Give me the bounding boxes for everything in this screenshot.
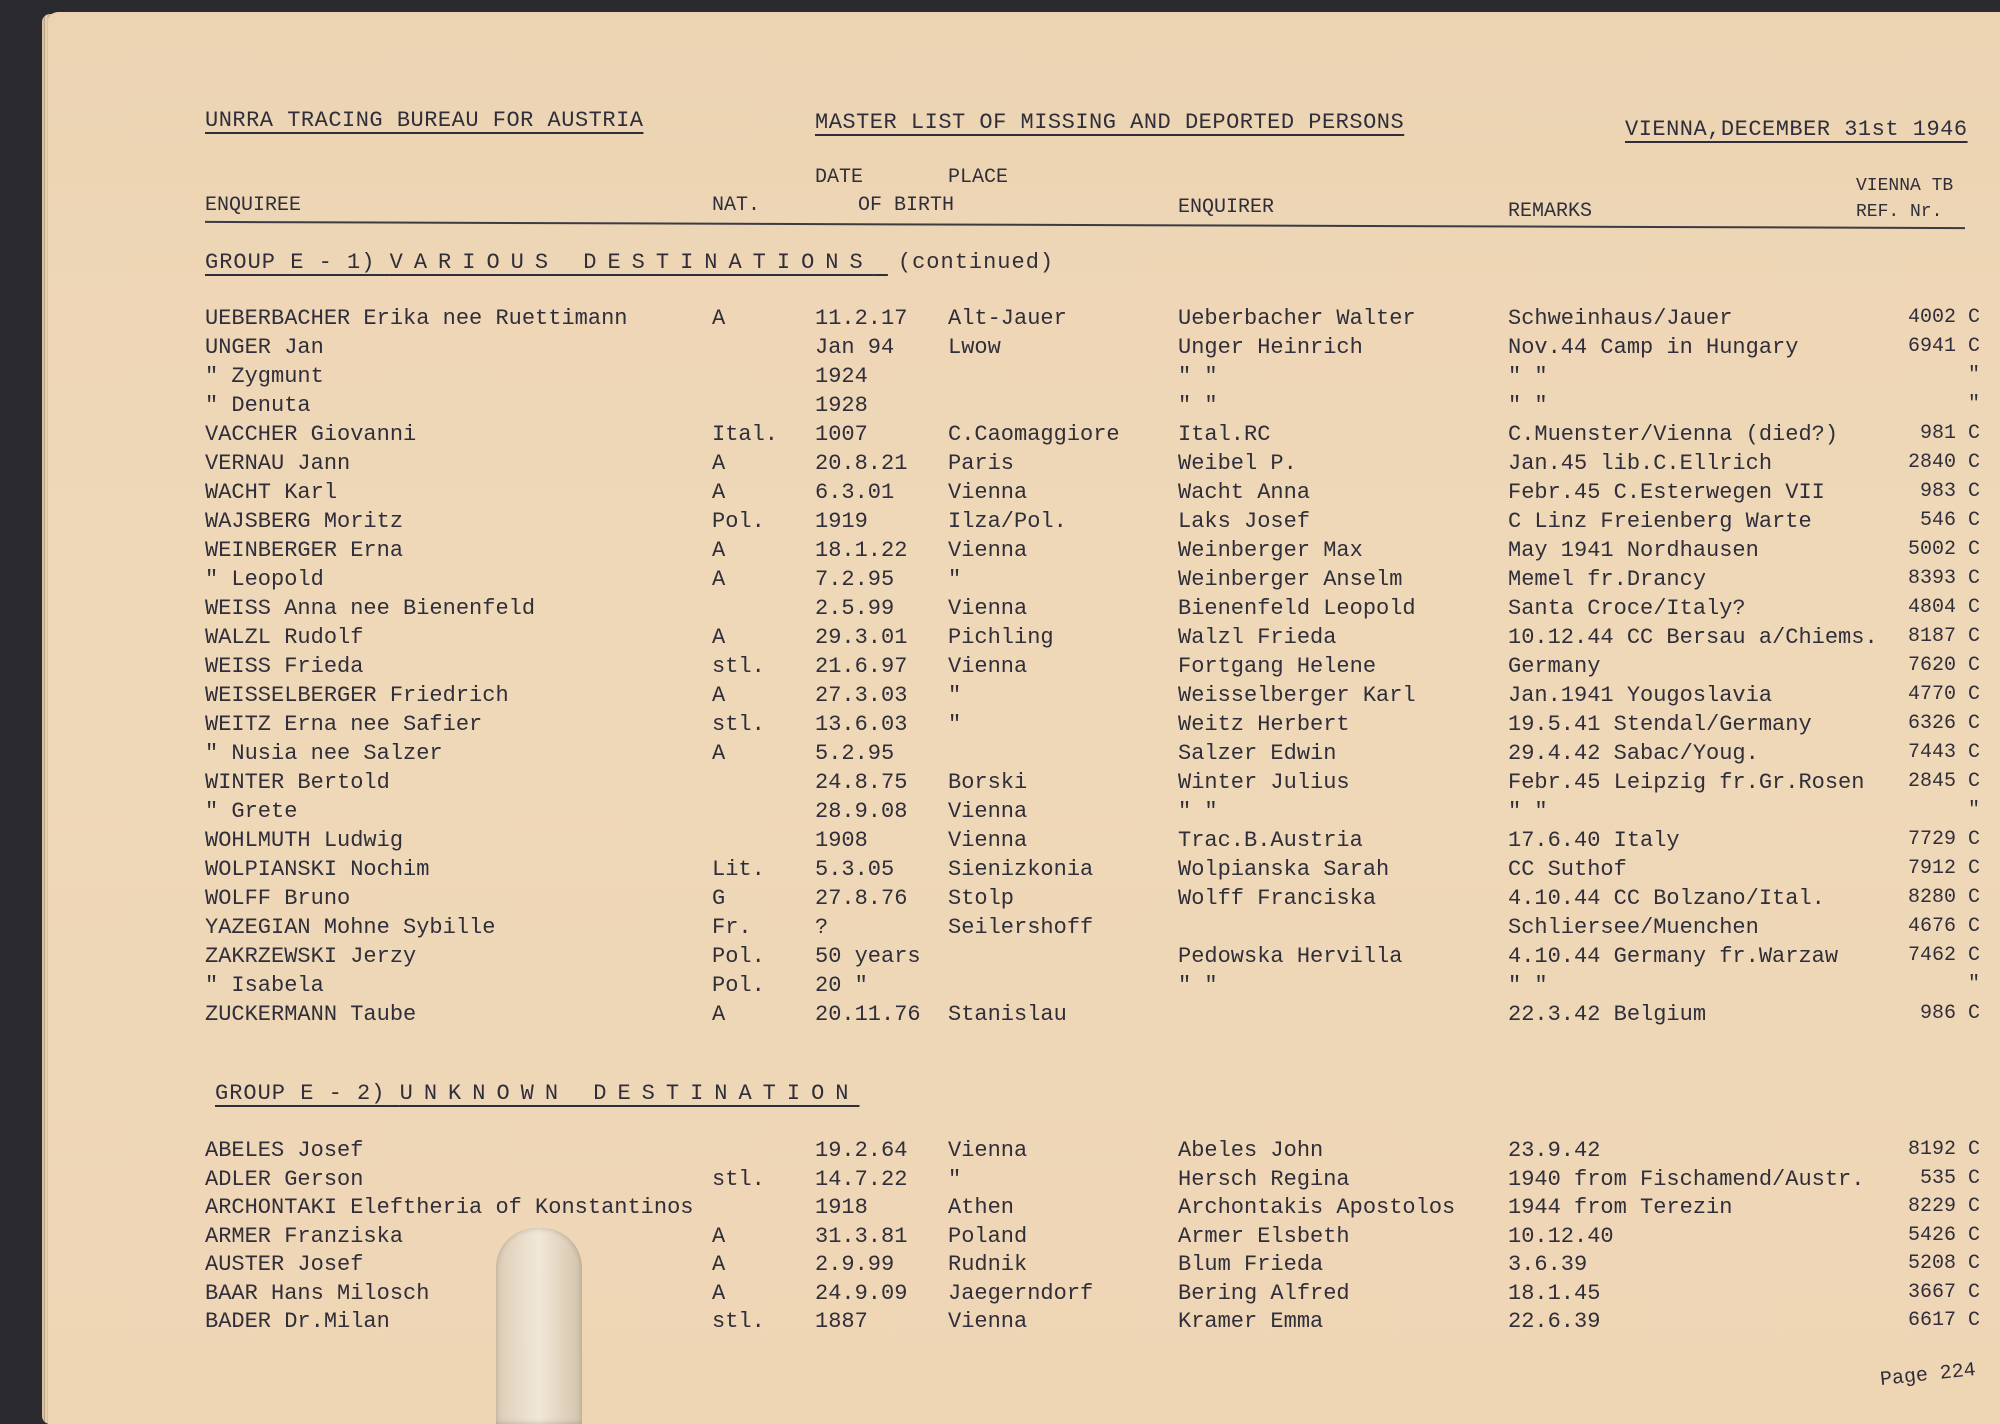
enquirer-cell: Weitz Herbert <box>1178 712 1350 737</box>
enquirer-cell: Weinberger Anselm <box>1178 567 1403 592</box>
place-of-birth-cell: Vienna <box>948 596 1028 621</box>
bureau-title: UNRRA TRACING BUREAU FOR AUSTRIA <box>205 108 644 133</box>
ref-number-cell: " <box>1967 973 1980 996</box>
place-of-birth-cell: " <box>948 712 962 737</box>
enquirer-cell: Ueberbacher Walter <box>1178 306 1416 331</box>
ref-number-cell: 2845 C <box>1907 770 1980 793</box>
enquiree-cell: ARCHONTAKI Eleftheria of Konstantinos <box>205 1195 694 1220</box>
enquirer-cell: Salzer Edwin <box>1178 741 1337 766</box>
ref-number-cell: 5426 C <box>1907 1223 1980 1247</box>
enquirer-cell: Armer Elsbeth <box>1178 1223 1350 1249</box>
date-of-birth-cell: 19.2.64 <box>815 1138 908 1163</box>
enquirer-cell: " " <box>1178 364 1218 389</box>
place-of-birth-cell: Paris <box>948 451 1015 476</box>
remarks-cell: Jan.45 lib.C.Ellrich <box>1508 451 1773 476</box>
ref-number-cell: 4002 C <box>1907 306 1980 329</box>
remarks-cell: 10.12.40 <box>1508 1223 1614 1249</box>
remarks-cell: May 1941 Nordhausen <box>1508 538 1759 563</box>
enquirer-cell: Wacht Anna <box>1178 480 1311 505</box>
place-of-birth-cell: Vienna <box>948 538 1028 563</box>
place-of-birth-cell: Alt-Jauer <box>948 306 1067 331</box>
place-of-birth-cell: Stolp <box>948 886 1015 911</box>
remarks-cell: Febr.45 Leipzig fr.Gr.Rosen <box>1508 770 1865 795</box>
place-of-birth-cell: C.Caomaggiore <box>948 422 1120 447</box>
date-of-birth-cell: 27.3.03 <box>815 683 908 708</box>
enquiree-cell: WALZL Rudolf <box>205 625 364 650</box>
nat-cell: A <box>712 451 726 476</box>
ref-number-cell: 6326 C <box>1907 712 1980 735</box>
ref-number-cell: 7729 C <box>1907 828 1980 851</box>
table-row <box>0 944 2000 973</box>
enquirer-cell: " " <box>1178 973 1218 998</box>
enquiree-cell: WEINBERGER Erna <box>205 538 404 563</box>
date-of-birth-cell: 2.5.99 <box>815 596 895 621</box>
enquirer-cell: Trac.B.Austria <box>1178 828 1363 853</box>
place-of-birth-cell: Rudnik <box>948 1252 1028 1277</box>
table-row <box>0 567 2000 596</box>
ref-number-cell: 8393 C <box>1907 567 1980 590</box>
enquirer-cell: Walzl Frieda <box>1178 625 1337 650</box>
ref-number-cell: 4676 C <box>1907 915 1980 938</box>
remarks-cell: Memel fr.Drancy <box>1508 567 1707 592</box>
enquiree-cell: " Leopold <box>205 567 324 592</box>
remarks-cell: 4.10.44 CC Bolzano/Ital. <box>1508 886 1825 911</box>
nat-cell: Pol. <box>712 973 765 998</box>
place-of-birth-cell: Seilershoff <box>948 915 1094 940</box>
table-row <box>0 1138 2000 1167</box>
enquiree-cell: UNGER Jan <box>205 335 324 360</box>
table-row <box>0 654 2000 683</box>
nat-cell: A <box>712 1280 726 1306</box>
date-of-birth-cell: 20.11.76 <box>815 1002 921 1027</box>
col-place: PLACE <box>948 166 1009 189</box>
remarks-cell: C.Muenster/Vienna (died?) <box>1508 422 1839 447</box>
remarks-cell: Jan.1941 Yougoslavia <box>1508 683 1773 708</box>
nat-cell: A <box>712 567 726 592</box>
place-of-birth-cell: Pichling <box>948 625 1054 650</box>
nat-cell: A <box>712 683 726 708</box>
col-enquiree: ENQUIREE <box>205 194 302 217</box>
table-row <box>0 1167 2000 1196</box>
enquirer-cell: Weisselberger Karl <box>1178 683 1416 708</box>
enquiree-cell: ABELES Josef <box>205 1138 364 1163</box>
enquiree-cell: " Isabela <box>205 973 324 998</box>
remarks-cell: Germany <box>1508 654 1601 679</box>
enquirer-cell: " " <box>1178 393 1218 418</box>
enquirer-cell: Bering Alfred <box>1178 1280 1350 1306</box>
ref-number-cell: 546 C <box>1919 509 1980 532</box>
place-of-birth-cell: " <box>948 567 962 592</box>
place-of-birth-cell: Vienna <box>948 828 1028 853</box>
date-of-birth-cell: ? <box>815 915 829 940</box>
table-row <box>0 1002 2000 1031</box>
date-of-birth-cell: 29.3.01 <box>815 625 908 650</box>
enquirer-cell: Wolff Franciska <box>1178 886 1377 911</box>
table-row <box>0 770 2000 799</box>
enquiree-cell: " Zygmunt <box>205 364 324 389</box>
enquiree-cell: WOLPIANSKI Nochim <box>205 857 430 882</box>
remarks-cell: 29.4.42 Sabac/Youg. <box>1508 741 1759 766</box>
enquiree-cell: WOHLMUTH Ludwig <box>205 828 404 853</box>
date-of-birth-cell: 50 years <box>815 944 921 969</box>
place-of-birth-cell: Poland <box>948 1223 1028 1249</box>
remarks-cell: 10.12.44 CC Bersau a/Chiems. <box>1508 625 1878 650</box>
enquirer-cell: Hersch Regina <box>1178 1166 1350 1192</box>
page-number: Page 224 <box>1879 1359 1977 1392</box>
enquirer-cell: Winter Julius <box>1178 770 1350 795</box>
group1-heading <box>205 250 1054 275</box>
date-of-birth-cell: 5.3.05 <box>815 857 895 882</box>
enquirer-cell: Laks Josef <box>1178 509 1311 534</box>
table-row <box>0 306 2000 335</box>
enquiree-cell: WACHT Karl <box>205 480 338 505</box>
ref-number-cell: 6941 C <box>1907 335 1980 358</box>
place-of-birth-cell: Stanislau <box>948 1002 1067 1027</box>
date-of-birth-cell: 20.8.21 <box>815 451 908 476</box>
nat-cell: A <box>712 1223 726 1249</box>
table-row <box>0 480 2000 509</box>
ref-number-cell: " <box>1967 799 1980 822</box>
remarks-cell: 19.5.41 Stendal/Germany <box>1508 712 1812 737</box>
enquiree-cell: BAAR Hans Milosch <box>205 1280 430 1306</box>
group2-prefix: GROUP E - 2) <box>215 1081 386 1106</box>
nat-cell: stl. <box>712 654 765 679</box>
remarks-cell: Santa Croce/Italy? <box>1508 596 1746 621</box>
nat-cell: A <box>712 741 726 766</box>
enquiree-cell: BADER Dr.Milan <box>205 1309 390 1334</box>
col-date: DATE <box>815 166 864 189</box>
remarks-cell: " " <box>1508 973 1548 998</box>
enquirer-cell: Pedowska Hervilla <box>1178 944 1403 969</box>
nat-cell: Pol. <box>712 509 765 534</box>
remarks-cell: 4.10.44 Germany fr.Warzaw <box>1508 944 1839 969</box>
ref-number-cell: 3667 C <box>1907 1280 1980 1304</box>
ref-number-cell: 8229 C <box>1907 1195 1980 1218</box>
table-row <box>0 393 2000 422</box>
enquirer-cell: Unger Heinrich <box>1178 335 1363 360</box>
col-ref-bottom: REF. Nr. <box>1856 202 1943 222</box>
ref-number-cell: 983 C <box>1919 480 1980 503</box>
table-row <box>0 422 2000 451</box>
table-row <box>0 857 2000 886</box>
nat-cell: stl. <box>712 1166 765 1192</box>
enquiree-cell: YAZEGIAN Mohne Sybille <box>205 915 496 940</box>
remarks-cell: Febr.45 C.Esterwegen VII <box>1508 480 1825 505</box>
date-of-birth-cell: 1007 <box>815 422 868 447</box>
enquiree-cell: WOLFF Bruno <box>205 886 351 911</box>
nat-cell: stl. <box>712 1309 765 1334</box>
ref-number-cell: 986 C <box>1919 1002 1980 1025</box>
remarks-cell: Nov.44 Camp in Hungary <box>1508 335 1799 360</box>
table-row <box>0 335 2000 364</box>
page-marker-tab <box>496 1228 582 1424</box>
col-enquirer: ENQUIRER <box>1178 196 1275 219</box>
ref-number-cell: 5208 C <box>1907 1252 1980 1275</box>
enquirer-cell: Bienenfeld Leopold <box>1178 596 1416 621</box>
col-nat: NAT. <box>712 194 761 217</box>
date-of-birth-cell: 1919 <box>815 509 868 534</box>
place-of-birth-cell: Lwow <box>948 335 1001 360</box>
date-of-birth-cell: 24.9.09 <box>815 1280 908 1306</box>
nat-cell: G <box>712 886 726 911</box>
remarks-cell: 18.1.45 <box>1508 1280 1601 1306</box>
document-title: MASTER LIST OF MISSING AND DEPORTED PERSONS <box>815 110 1405 135</box>
remarks-cell: 22.6.39 <box>1508 1309 1601 1334</box>
table-row <box>0 828 2000 857</box>
nat-cell: Lit. <box>712 857 765 882</box>
place-of-birth-cell: Jaegerndorf <box>948 1280 1094 1306</box>
table-row <box>0 451 2000 480</box>
nat-cell: A <box>712 1252 726 1277</box>
group2-title: UNKNOWN DESTINATION <box>399 1081 860 1106</box>
place-of-birth-cell: Borski <box>948 770 1028 795</box>
ref-number-cell: 7620 C <box>1907 654 1980 677</box>
date-of-birth-cell: 27.8.76 <box>815 886 908 911</box>
remarks-cell: Schweinhaus/Jauer <box>1508 306 1733 331</box>
place-of-birth-cell: Vienna <box>948 654 1028 679</box>
group1-prefix: GROUP E - 1) <box>205 250 376 275</box>
ref-number-cell: 535 C <box>1919 1166 1980 1190</box>
place-of-birth-cell: " <box>948 1166 962 1192</box>
ref-number-cell: 5002 C <box>1907 538 1980 561</box>
date-of-birth-cell: 13.6.03 <box>815 712 908 737</box>
table-row <box>0 538 2000 567</box>
nat-cell: A <box>712 1002 726 1027</box>
date-of-birth-cell: 1924 <box>815 364 868 389</box>
col-of-birth: OF BIRTH <box>858 194 955 217</box>
enquirer-cell: Fortgang Helene <box>1178 654 1377 679</box>
enquiree-cell: " Denuta <box>205 393 311 418</box>
place-of-birth-cell: " <box>948 683 962 708</box>
remarks-cell: 1944 from Terezin <box>1508 1195 1733 1220</box>
ref-number-cell: 7912 C <box>1907 857 1980 880</box>
ref-number-cell: 8280 C <box>1907 886 1980 909</box>
enquirer-cell: Blum Frieda <box>1178 1252 1324 1277</box>
remarks-cell: C Linz Freienberg Warte <box>1508 509 1812 534</box>
ref-number-cell: 2840 C <box>1907 451 1980 474</box>
col-ref-top: VIENNA TB <box>1856 176 1954 196</box>
remarks-cell: 1940 from Fischamend/Austr. <box>1508 1166 1865 1192</box>
enquiree-cell: UEBERBACHER Erika nee Ruettimann <box>205 306 628 331</box>
group2-heading <box>215 1081 859 1106</box>
nat-cell: Fr. <box>712 915 752 940</box>
nat-cell: A <box>712 625 726 650</box>
remarks-cell: 3.6.39 <box>1508 1252 1588 1277</box>
date-of-birth-cell: 14.7.22 <box>815 1166 908 1192</box>
table-row <box>0 1309 2000 1338</box>
table-row <box>0 683 2000 712</box>
table-row <box>0 1281 2000 1310</box>
enquirer-cell: Weinberger Max <box>1178 538 1363 563</box>
ref-number-cell: 7462 C <box>1907 944 1980 967</box>
enquirer-cell: Weibel P. <box>1178 451 1297 476</box>
enquirer-cell: Abeles John <box>1178 1138 1324 1163</box>
date-of-birth-cell: 1887 <box>815 1309 868 1334</box>
date-of-birth-cell: 1928 <box>815 393 868 418</box>
enquirer-cell: Wolpianska Sarah <box>1178 857 1390 882</box>
enquirer-cell: Kramer Emma <box>1178 1309 1324 1334</box>
place-of-birth-cell: Vienna <box>948 799 1028 824</box>
enquiree-cell: " Grete <box>205 799 298 824</box>
ref-number-cell: 4804 C <box>1907 596 1980 619</box>
date-of-birth-cell: 24.8.75 <box>815 770 908 795</box>
place-of-birth-cell: Ilza/Pol. <box>948 509 1067 534</box>
date-of-birth-cell: 2.9.99 <box>815 1252 895 1277</box>
ref-number-cell: " <box>1967 364 1980 387</box>
date-of-birth-cell: 28.9.08 <box>815 799 908 824</box>
table-row <box>0 596 2000 625</box>
enquirer-cell: Ital.RC <box>1178 422 1271 447</box>
place-of-birth-cell: Vienna <box>948 1138 1028 1163</box>
enquiree-cell: WEISSELBERGER Friedrich <box>205 683 509 708</box>
ref-number-cell: 8187 C <box>1907 625 1980 648</box>
date-of-birth-cell: 18.1.22 <box>815 538 908 563</box>
ref-number-cell: 7443 C <box>1907 741 1980 764</box>
date-of-birth-cell: 1908 <box>815 828 868 853</box>
nat-cell: Ital. <box>712 422 779 447</box>
enquiree-cell: ZUCKERMANN Taube <box>205 1002 417 1027</box>
nat-cell: A <box>712 306 726 331</box>
nat-cell: stl. <box>712 712 765 737</box>
table-row <box>0 741 2000 770</box>
date-of-birth-cell: 7.2.95 <box>815 567 895 592</box>
group1-suffix: (continued) <box>897 250 1055 275</box>
table-row <box>0 509 2000 538</box>
remarks-cell: 23.9.42 <box>1508 1138 1601 1163</box>
nat-cell: Pol. <box>712 944 765 969</box>
date-of-birth-cell: 1918 <box>815 1195 868 1220</box>
nat-cell: A <box>712 480 726 505</box>
col-remarks: REMARKS <box>1508 200 1593 223</box>
enquiree-cell: WAJSBERG Moritz <box>205 509 404 534</box>
date-of-birth-cell: 21.6.97 <box>815 654 908 679</box>
ref-number-cell: " <box>1967 393 1980 416</box>
remarks-cell: 17.6.40 Italy <box>1508 828 1680 853</box>
date-of-birth-cell: 5.2.95 <box>815 741 895 766</box>
enquiree-cell: " Nusia nee Salzer <box>205 741 443 766</box>
enquiree-cell: WEISS Anna nee Bienenfeld <box>205 596 536 621</box>
table-row <box>0 915 2000 944</box>
ref-number-cell: 8192 C <box>1907 1138 1980 1161</box>
enquiree-cell: WINTER Bertold <box>205 770 390 795</box>
enquiree-cell: ADLER Gerson <box>205 1166 364 1192</box>
remarks-cell: " " <box>1508 799 1548 824</box>
nat-cell: A <box>712 538 726 563</box>
ref-number-cell: 981 C <box>1919 422 1980 445</box>
remarks-cell: Schliersee/Muenchen <box>1508 915 1759 940</box>
table-row <box>0 364 2000 393</box>
place-of-birth-cell: Vienna <box>948 480 1028 505</box>
enquiree-cell: AUSTER Josef <box>205 1252 364 1277</box>
date-of-birth-cell: Jan 94 <box>815 335 895 360</box>
enquiree-cell: WEISS Frieda <box>205 654 364 679</box>
table-row <box>0 973 2000 1002</box>
enquiree-cell: WEITZ Erna nee Safier <box>205 712 483 737</box>
table-row <box>0 712 2000 741</box>
table-row <box>0 799 2000 828</box>
enquiree-cell: ARMER Franziska <box>205 1223 404 1249</box>
remarks-cell: " " <box>1508 393 1548 418</box>
remarks-cell: 22.3.42 Belgium <box>1508 1002 1707 1027</box>
table-row <box>0 1224 2000 1253</box>
enquiree-cell: ZAKRZEWSKI Jerzy <box>205 944 417 969</box>
table-row <box>0 1195 2000 1224</box>
group1-title: VARIOUS DESTINATIONS <box>389 250 874 275</box>
place-of-birth-cell: Athen <box>948 1195 1015 1220</box>
enquiree-cell: VERNAU Jann <box>205 451 351 476</box>
date-of-birth-cell: 11.2.17 <box>815 306 908 331</box>
place-of-birth-cell: Sienizkonia <box>948 857 1094 882</box>
ref-number-cell: 4770 C <box>1907 683 1980 706</box>
date-of-birth-cell: 20 " <box>815 973 868 998</box>
table-row <box>0 1252 2000 1281</box>
place-of-birth-cell: Vienna <box>948 1309 1028 1334</box>
remarks-cell: " " <box>1508 364 1548 389</box>
enquirer-cell: " " <box>1178 799 1218 824</box>
remarks-cell: CC Suthof <box>1508 857 1627 882</box>
date-of-birth-cell: 31.3.81 <box>815 1223 908 1249</box>
enquirer-cell: Archontakis Apostolos <box>1178 1195 1456 1220</box>
date-of-birth-cell: 6.3.01 <box>815 480 895 505</box>
enquiree-cell: VACCHER Giovanni <box>205 422 417 447</box>
table-row <box>0 886 2000 915</box>
ref-number-cell: 6617 C <box>1907 1309 1980 1332</box>
document-date: VIENNA,DECEMBER 31st 1946 <box>1625 117 1968 142</box>
table-row <box>0 625 2000 654</box>
